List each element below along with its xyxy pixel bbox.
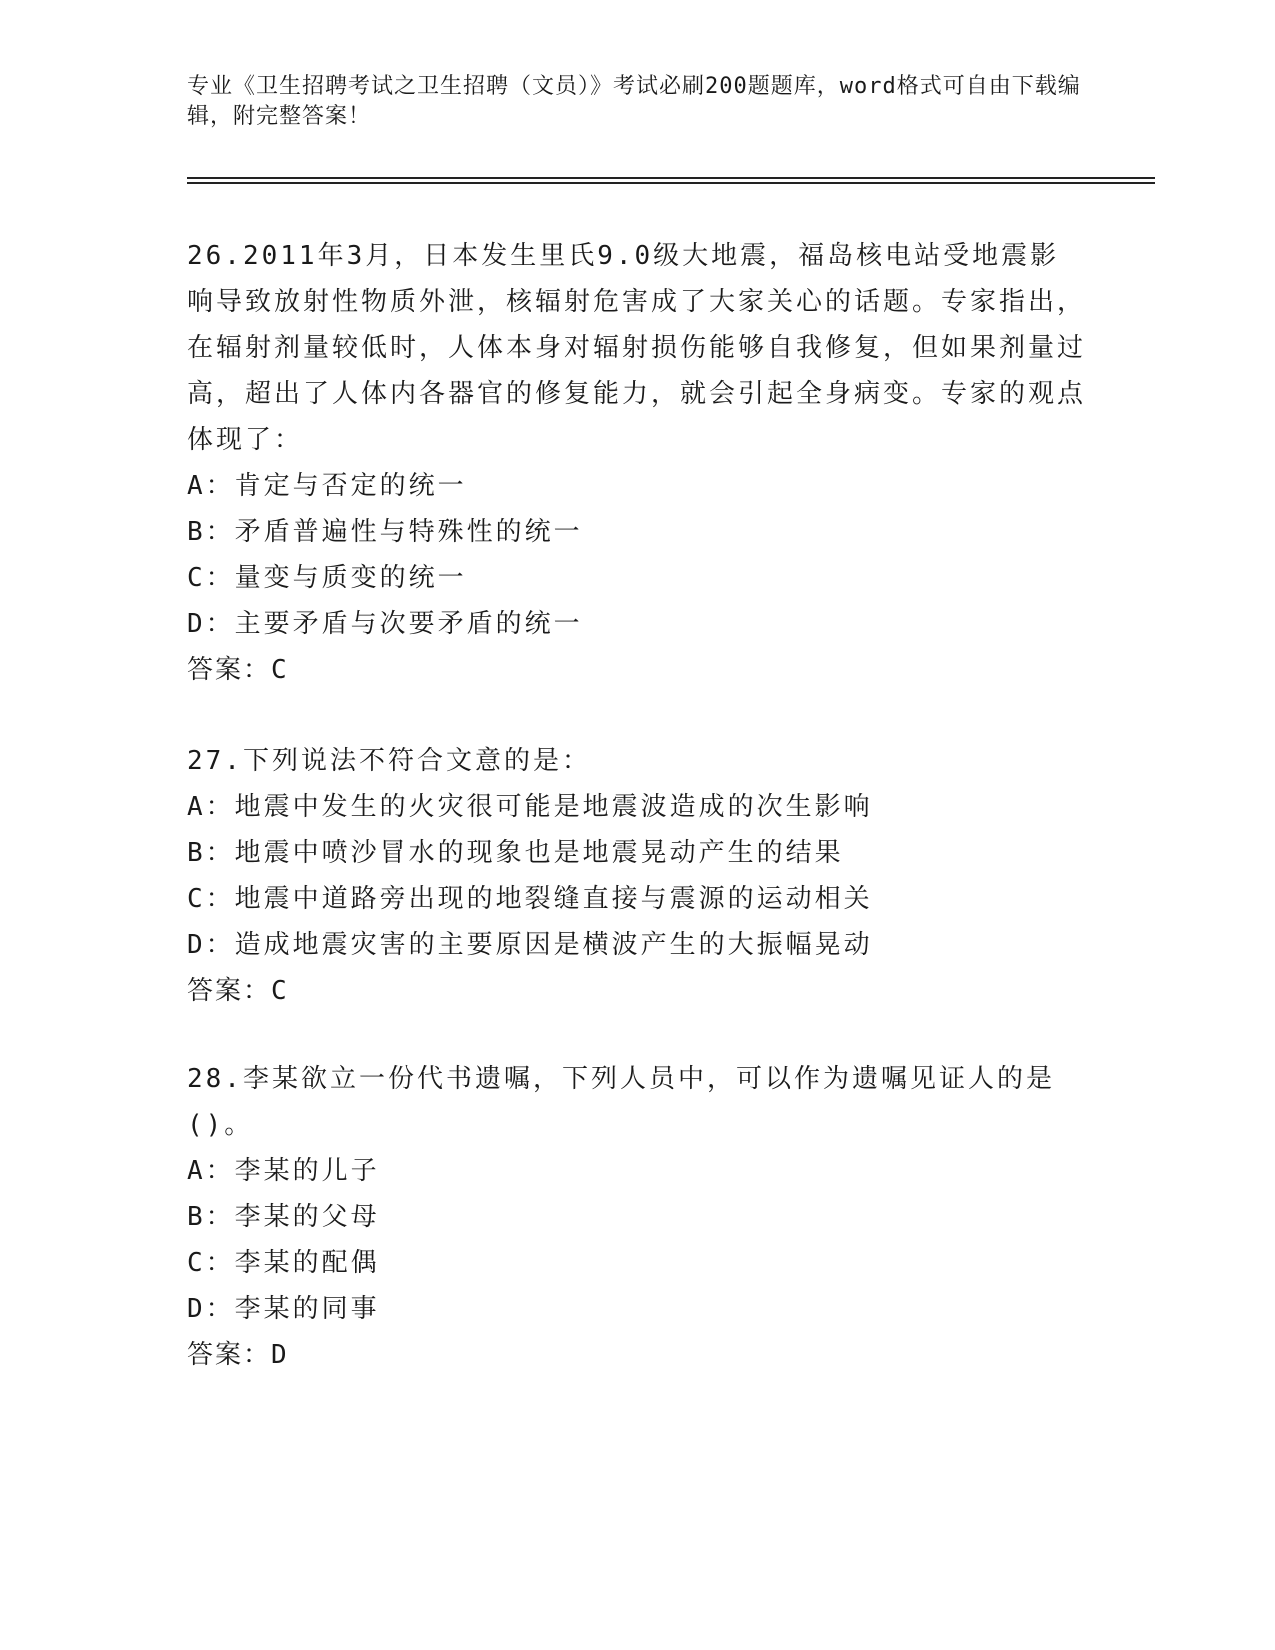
question-26 [187,233,1087,693]
option-a: A：地震中发生的火灾很可能是地震波造成的次生影响 [187,792,873,822]
option-a: A：肯定与否定的统一 [187,471,467,501]
question-stem: 28.李某欲立一份代书遗嘱，下列人员中，可以作为遗嘱见证人的是()。 [187,1064,1055,1140]
option-c: C：李某的配偶 [187,1248,380,1278]
option-b: B：地震中喷沙冒水的现象也是地震晃动产生的结果 [187,838,844,868]
answer: 答案：C [187,976,289,1006]
question-28 [187,1056,1087,1378]
answer: 答案：D [187,1340,289,1370]
option-a: A：李某的儿子 [187,1156,380,1186]
header-divider-top [187,177,1155,179]
question-stem: 27.下列说法不符合文意的是： [187,746,591,776]
option-b: B：矛盾普遍性与特殊性的统一 [187,517,583,547]
option-c: C：量变与质变的统一 [187,563,467,593]
question-stem: 26.2011年3月，日本发生里氏9.0级大地震，福岛核电站受地震影响导致放射性物质外泄，核辐射危害成了大家关心的话题。专家指出，在辐射剂量较低时，人体本身对辐射损伤能够自我修复，但如果剂量过高，超出了人体内各器官的修复能力，就会引起全身病变。专家的观点体现了： [187,241,1087,455]
option-d: D：李某的同事 [187,1294,380,1324]
option-b: B：李某的父母 [187,1202,380,1232]
document-header: 专业《卫生招聘考试之卫生招聘（文员）》考试必刷200题题库，word格式可自由下载编辑，附完整答案！ [187,74,1081,129]
answer: 答案：C [187,655,289,685]
question-27 [187,738,1087,1014]
option-d: D：主要矛盾与次要矛盾的统一 [187,609,583,639]
header-divider-bottom [187,182,1155,184]
option-d: D：造成地震灾害的主要原因是横波产生的大振幅晃动 [187,930,873,960]
option-c: C：地震中道路旁出现的地裂缝直接与震源的运动相关 [187,884,873,914]
